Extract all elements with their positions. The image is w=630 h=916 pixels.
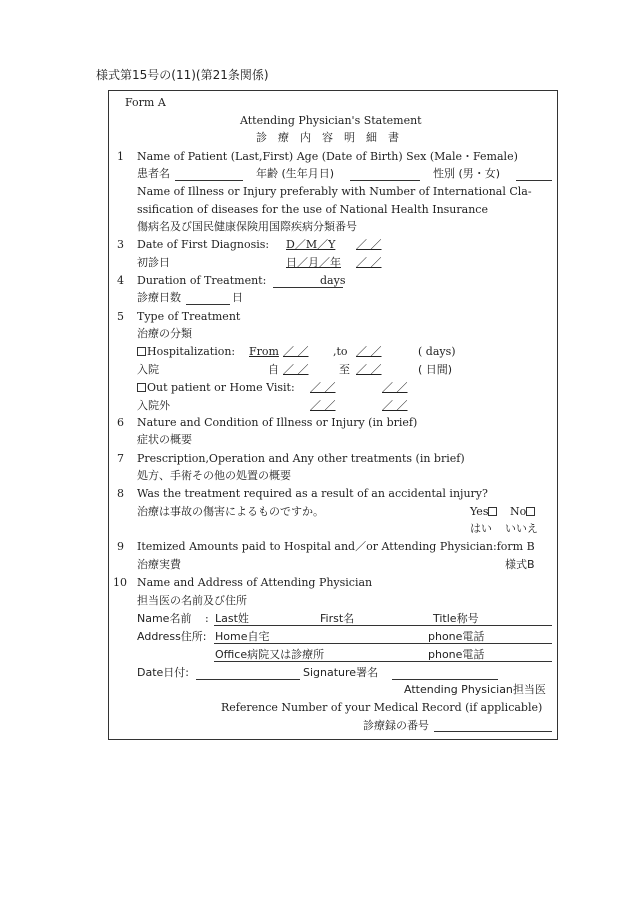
illness-label-1: Name of Illness or Injury preferably with Number of International Cla- xyxy=(137,185,532,198)
name-colon: : xyxy=(205,612,209,625)
outpatient-date-field-2[interactable]: ／ ／ xyxy=(382,381,408,394)
no-checkbox[interactable] xyxy=(526,507,535,516)
hosp-days-label: ( days) xyxy=(418,345,456,358)
to-date-field-jp[interactable]: ／ ／ xyxy=(356,363,382,376)
outpatient-checkbox[interactable] xyxy=(137,383,146,392)
signature-field[interactable] xyxy=(392,679,498,680)
first-diagnosis-label-jp: 初診日 xyxy=(137,256,170,269)
date-field[interactable] xyxy=(196,679,300,680)
first-diagnosis-label: Date of First Diagnosis: xyxy=(137,238,270,251)
illness-label-jp: 傷病名及び国民健康保険用国際疾病分類番号 xyxy=(137,220,357,233)
first-diagnosis-field[interactable]: ／ ／ xyxy=(356,238,382,251)
no-label-jp: いいえ xyxy=(505,522,538,535)
outpatient-date-field-4[interactable]: ／ ／ xyxy=(382,399,408,412)
name-field[interactable] xyxy=(214,625,552,626)
home-label: Home自宅 xyxy=(215,630,270,643)
from-date-field-jp[interactable]: ／ ／ xyxy=(283,363,309,376)
physician-label-jp: 担当医の名前及び住所 xyxy=(137,594,247,607)
signature-label: Signature署名 xyxy=(303,666,379,679)
first-diagnosis-dmy: D／M／Y xyxy=(286,238,336,251)
duration-label-jp: 診療日数 xyxy=(137,291,181,304)
hospitalization-label-jp: 入院 xyxy=(137,363,159,376)
section-3-number: 3 xyxy=(117,238,124,251)
outpatient-label-jp: 入院外 xyxy=(137,399,170,412)
age-field[interactable] xyxy=(350,180,420,181)
prescription-label-jp: 処方、手術その他の処置の概要 xyxy=(137,469,291,482)
form-title-en: Attending Physician's Statement xyxy=(240,114,422,127)
nature-condition-label: Nature and Condition of Illness or Injury (in brief) xyxy=(137,416,418,429)
patient-info-label: Name of Patient (Last,First) Age (Date of Birth) Sex (Male・Female) xyxy=(137,150,518,163)
age-label-jp: 年齢 (生年月日) xyxy=(256,167,335,180)
date-label: Date日付: xyxy=(137,666,189,679)
reference-number-label-jp: 診療録の番号 xyxy=(363,719,429,732)
first-diagnosis-ymd: 日／月／年 xyxy=(286,256,341,269)
section-4-number: 4 xyxy=(117,274,124,287)
section-5-number: 5 xyxy=(117,310,124,323)
treatment-type-label: Type of Treatment xyxy=(137,310,241,323)
treatment-type-label-jp: 治療の分類 xyxy=(137,327,192,340)
outpatient-option[interactable] xyxy=(137,381,295,395)
accident-question-jp: 治療は事故の傷害によるものですか。 xyxy=(137,505,324,518)
no-option[interactable] xyxy=(510,505,536,519)
section-6-number: 6 xyxy=(117,416,124,429)
office-phone-label: phone電話 xyxy=(428,648,485,661)
hospitalization-checkbox[interactable] xyxy=(137,347,146,356)
duration-day-jp: 日 xyxy=(232,291,243,304)
section-9-number: 9 xyxy=(117,540,124,553)
yes-label-jp: はい xyxy=(470,522,492,535)
hospitalization-label: Hospitalization: xyxy=(147,345,236,358)
section-1-number: 1 xyxy=(117,150,124,163)
form-label: Form A xyxy=(125,96,166,109)
patient-name-label-jp: 患者名 xyxy=(137,167,170,180)
section-8-number: 8 xyxy=(117,487,124,500)
outpatient-date-field-1[interactable]: ／ ／ xyxy=(310,381,336,394)
from-label-jp: 自 xyxy=(268,363,279,376)
to-label-jp: 至 xyxy=(339,363,350,376)
form-reference: 様式第15号の(11)(第21条関係) xyxy=(96,68,269,82)
title-label: Title称号 xyxy=(433,612,479,625)
section-10-number: 10 xyxy=(113,576,127,589)
attending-physician-label: Attending Physician担当医 xyxy=(404,683,546,696)
itemized-amounts-label-jp: 治療実費 xyxy=(137,558,181,571)
yes-label: Yes xyxy=(470,505,489,518)
address-label: Address住所: xyxy=(137,630,207,643)
hosp-days-label-jp: ( 日間) xyxy=(418,363,453,376)
to-date-field[interactable]: ／ ／ xyxy=(356,345,382,358)
no-label: No xyxy=(510,505,527,518)
to-label: ,to xyxy=(333,345,348,358)
reference-number-field[interactable] xyxy=(434,731,552,732)
from-label: From xyxy=(249,345,279,358)
patient-name-field[interactable] xyxy=(175,180,243,181)
illness-label-2: ssification of diseases for the use of National Health Insurance xyxy=(137,203,488,216)
accident-question: Was the treatment required as a result of an accidental injury? xyxy=(137,487,488,500)
sex-field[interactable] xyxy=(516,180,552,181)
office-label: Office病院又は診療所 xyxy=(215,648,325,661)
outpatient-date-field-3[interactable]: ／ ／ xyxy=(310,399,336,412)
duration-field-jp[interactable] xyxy=(186,304,230,305)
hospitalization-option[interactable] xyxy=(137,345,235,359)
reference-number-label: Reference Number of your Medical Record (if applicable) xyxy=(221,701,543,714)
prescription-label: Prescription,Operation and Any other treatments (in brief) xyxy=(137,452,465,465)
nature-condition-label-jp: 症状の概要 xyxy=(137,433,192,446)
name-label: Name名前 xyxy=(137,612,192,625)
yes-option[interactable] xyxy=(470,505,498,519)
last-name-label: Last姓 xyxy=(215,612,249,625)
outpatient-label: Out patient or Home Visit: xyxy=(147,381,295,394)
duration-label: Duration of Treatment: xyxy=(137,274,267,287)
duration-days-label: days xyxy=(320,274,346,287)
first-diagnosis-field-jp[interactable]: ／ ／ xyxy=(356,256,382,269)
form-b-label-jp: 様式B xyxy=(505,558,535,571)
form-title-jp: 診療内容明細書 xyxy=(256,131,410,144)
home-phone-label: phone電話 xyxy=(428,630,485,643)
physician-label: Name and Address of Attending Physician xyxy=(137,576,373,589)
sex-label-jp: 性別 (男・女) xyxy=(433,167,501,180)
section-7-number: 7 xyxy=(117,452,124,465)
first-name-label: First名 xyxy=(320,612,355,625)
itemized-amounts-label: Itemized Amounts paid to Hospital and／or Attending Physician:form B xyxy=(137,540,535,553)
yes-checkbox[interactable] xyxy=(488,507,497,516)
from-date-field[interactable]: ／ ／ xyxy=(283,345,309,358)
